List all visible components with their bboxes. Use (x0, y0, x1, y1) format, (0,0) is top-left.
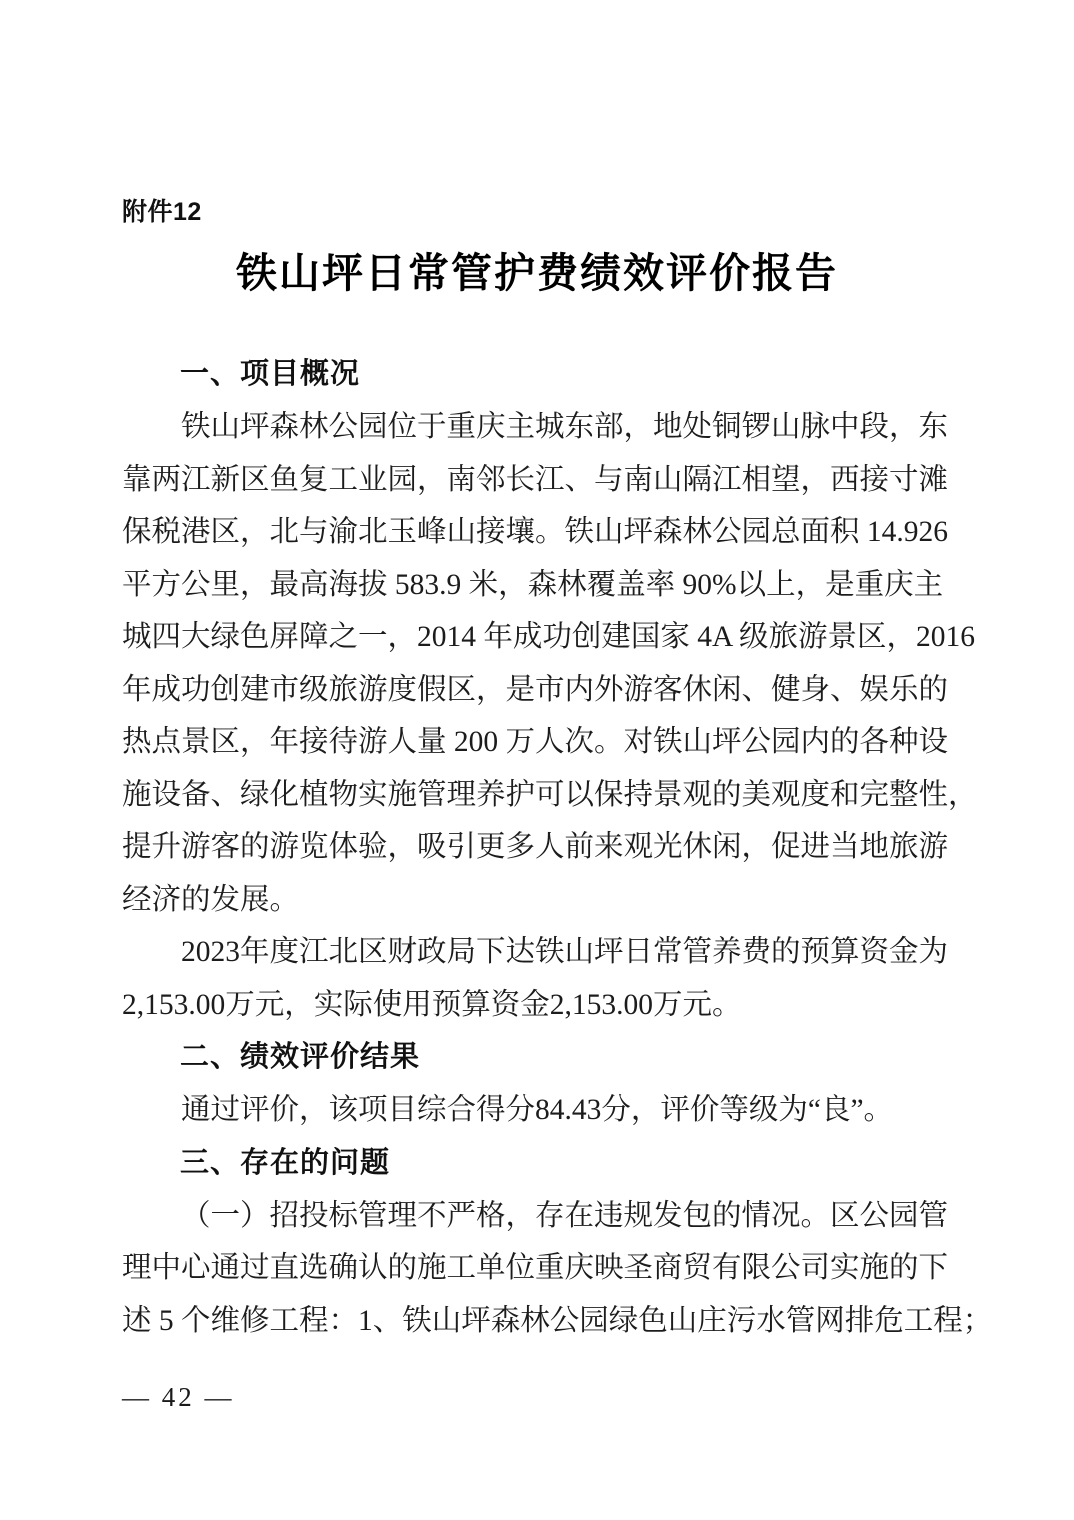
section-heading-evaluation-result: 二、绩效评价结果 (180, 1041, 421, 1073)
text-line: 施设备、绿化植物实施管理养护可以保持景观的美观度和完整性， (122, 778, 978, 811)
text-line: 提升游客的游览体验，吸引更多人前来观光休闲，促进当地旅游 (122, 831, 949, 863)
paragraph-budget (122, 926, 962, 1031)
section-heading-overview: 一、项目概况 (180, 358, 361, 390)
text-line: 年成功创建市级旅游度假区，是市内外游客休闲、健身、娱乐的 (122, 673, 949, 706)
paragraph-problem-one (122, 1190, 993, 1348)
text-line: 经济的发展。 (122, 883, 300, 916)
page-title: 铁山坪日常管护费绩效评价报告 (236, 250, 838, 296)
text-line: 通过评价，该项目综合得分84.43分，评价等级为“良”。 (181, 1094, 894, 1126)
paragraph-evaluation-result (122, 1084, 962, 1137)
text-line: 述 5 个维修工程：1、铁山坪森林公园绿色山庄污水管网排危工程； (122, 1304, 993, 1337)
page-number-footer: — 42 — (122, 1382, 235, 1412)
text-line: 理中心通过直选确认的施工单位重庆映圣商贸有限公司实施的下 (122, 1252, 949, 1284)
text-line: （一）招投标管理不严格，存在违规发包的情况。区公园管 (181, 1199, 949, 1232)
text-line: 平方公里，最高海拔 583.9 米，森林覆盖率 90%以上，是重庆主 (122, 568, 944, 601)
document-body (122, 348, 993, 1347)
attachment-label: 附件12 (122, 198, 202, 226)
text-line: 城四大绿色屏障之一，2014 年成功创建国家 4A 级旅游景区，2016 (122, 621, 976, 653)
section-heading-problems: 三、存在的问题 (180, 1146, 391, 1179)
text-line: 2,153.00万元，实际使用预算资金2,153.00万元。 (122, 988, 742, 1021)
text-line: 铁山坪森林公园位于重庆主城东部，地处铜锣山脉中段，东 (181, 411, 949, 443)
text-line: 热点景区，年接待游人量 200 万人次。对铁山坪公园内的各种设 (122, 726, 949, 758)
text-line: 2023年度江北区财政局下达铁山坪日常管养费的预算资金为 (181, 936, 949, 968)
text-line: 保税港区，北与渝北玉峰山接壤。铁山坪森林公园总面积 14.926 (122, 516, 949, 548)
paragraph-overview (122, 401, 978, 926)
text-line: 靠两江新区鱼复工业园，南邻长江、与南山隔江相望，西接寸滩 (122, 463, 949, 496)
